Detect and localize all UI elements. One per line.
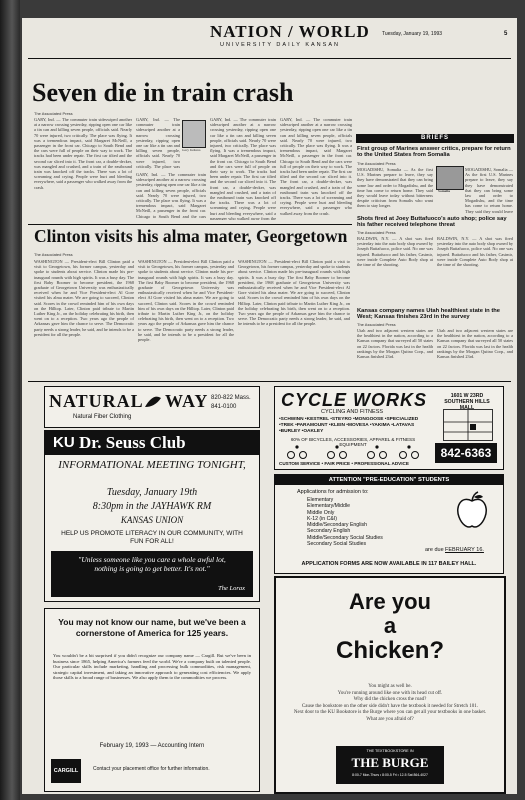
cycle-works-name: CYCLE WORKS	[281, 390, 427, 410]
cargill-contact: Contact your placement office for further information.	[93, 766, 210, 772]
page-number: 5	[504, 31, 508, 37]
masthead	[22, 18, 517, 76]
brief-3-byline: The Associated Press	[357, 322, 396, 327]
train-body-col2: GARY, Ind. — The commuter train sideswiped another at a narrow crossing yesterday, ripping open one car like a tin can and killing seven people, officials said. Nearly 70 were injured, two critically. The place was	[136, 117, 180, 169]
cycle-works-phone: 842-6363	[435, 443, 497, 463]
map-caption: Gary Indiana	[182, 148, 201, 152]
seuss-club-ad	[44, 430, 260, 602]
cycle-works-accessories: 60% OF BICYCLES, ACCESSORIES, APPAREL & FITNESS EQUIPMENT	[290, 437, 416, 447]
seuss-title-bar	[45, 431, 259, 455]
burge-chicken-ad	[274, 576, 506, 794]
story-divider	[28, 224, 352, 225]
pre-ed-item: K-12 (in C&I)	[307, 515, 337, 522]
paper-name: UNIVERSITY DAILY KANSAN	[220, 42, 340, 48]
clinton-body-col1: WASHINGTON — President-elect Bill Clinton paid a visit to Georgetown, his former campus, yesterday and spoke to students about service. Clinton made his pre-inaugural rounds with high spirits. It was a busy day. The first Baby Boomer to become president, the 1968 graduate of Georgetown University was enthusiastically received when he and Vice President-elect Al Gore visited his alma mater. We are going to succeed, Clinton said. Scores in the crowd reminded him of his own days on the Hilltop. Later, Clinton paid tribute to Martin Luther King Jr., on the holiday celebrating his birth, then went on to a reception. Two years ago the people of Arkansas gave him the chance to serve. The Democratic party needs a strong leader, he said, and he intends to be a president for all the people.	[34, 259, 134, 337]
apple-icon	[453, 491, 491, 531]
cycle-works-services: CUSTOM SERVICE • FAIR PRICE • PROFESSIONAL ADVICE	[279, 461, 409, 466]
cargill-body: You wouldn't be a bit surprised if you didn't recognize our company name — Cargill. But we've been in business since 1865, helping America's farmers feed the world. We're a company built on talented people. Our particular skills include marketing, handling and processing bulk commodities, risk management, strategic capital investment, and taking an innovative approach to generating cost efficiencies. We apply those skills to a broad range of businesses. We also apply them to the commodities we process.	[53, 653, 251, 681]
pre-ed-item: Elementary	[307, 497, 334, 503]
seuss-meeting: INFORMATIONAL MEETING TONIGHT,	[58, 459, 246, 471]
chicken-line3: Chicken?	[335, 637, 445, 664]
pre-ed-due-label: are due	[425, 547, 444, 553]
newspaper-page	[22, 18, 517, 794]
pre-ed-item: Middle Only	[307, 509, 335, 516]
brief-2-body-col1: BALDWIN, N.Y. — A shot was fired yesterday into the auto body shop owned by Joseph Buttafuoco, police said. No one was injured. Buttafuoco and his father, Casimir, were inside Complete Auto Body shop at the time of the shooting.	[357, 236, 433, 268]
cargill-ad	[44, 608, 260, 792]
burge-name: THE BURGE	[351, 755, 429, 770]
pre-ed-due-date: FEBRUARY 16.	[445, 547, 484, 553]
seuss-quote: "Unless someone like you care a whole awful lot, nothing is going to get better. It's not."	[78, 555, 226, 573]
clinton-headline: Clinton visits his alma mater, Georgetown	[34, 226, 348, 246]
natural-way-tagline: Natural Fiber Clothing	[73, 414, 132, 420]
pre-education-ad	[274, 474, 504, 574]
brief-1-body: MOGADISHU, Somalia — As the first U.S. Marines prepare to leave, they say they have demonstrated that they can bring some law and order to Mogadishu, and the time has come to return home. They said they would leave today without bitterness despite criticism from Somalis who want them to stay longer.	[357, 167, 433, 209]
cycle-works-address: 1601 W 23RD SOUTHERN HILLS MALL	[444, 393, 490, 412]
natural-way-ad	[44, 386, 260, 428]
clinton-byline: The Associated Press	[34, 252, 73, 257]
somalia-map-label: Somalia	[438, 189, 451, 193]
brief-1-headline: First group of Marines answer critics, prepare for return to the United States from Somalia	[357, 146, 511, 159]
train-byline: The Associated Press	[34, 111, 73, 116]
briefs-header: BRIEFS	[356, 134, 514, 143]
burge-small: THE TEXTBOOKSTORE IN	[366, 749, 414, 753]
natural-way-name-right: WAY	[165, 391, 209, 411]
section-title: NATION / WORLD	[210, 22, 370, 41]
chicken-body-6: What are you afraid of?	[366, 716, 414, 722]
clinton-body-col2: WASHINGTON — President-elect Bill Clinton paid a visit to Georgetown, his former campus, yesterday and spoke to students about service. Clinton made his pre-inaugural rounds with high spirits. It was a busy day. The first Baby Boomer to become president, the 1968 graduate of Georgetown University was enthusiastically received when he and Vice President-elect Al Gore visited his alma mater. We are going to succeed, Clinton said. Scores in the crowd reminded him of his own days on the Hilltop. Later, Clinton paid tribute to Martin Luther King Jr., on the holiday celebrating his birth, then went on to a reception. Two years ago the people of Arkansas gave him the chance to serve. The Democratic party needs a strong leader, he said, and he intends to be a president for all the people.	[138, 259, 234, 343]
cycle-works-brands: •SCHWINN •KESTREL •STEYRO •MONGOOSE •SPECIALIZED •TREK •PARAMOUNT •KLEIN •MOVESA •YAKIMA •LATAVAS •BURLEY •OAKLEY	[279, 417, 419, 434]
pre-ed-item: Secondary English	[307, 528, 351, 535]
chicken-body-1: You might as well be.	[368, 684, 412, 689]
natural-way-phone: 841-0100	[211, 404, 237, 410]
cargill-event: February 19, 1993 — Accounting Intern	[99, 743, 205, 749]
brief-1-body-col2: MOGADISHU, Somalia — As the first U.S. Marines prepare to leave, they say they have demonstrated that they can bring some law and order to Mogadishu, and the time has come to return home. They said they would leave	[465, 167, 513, 214]
seuss-time-place: 8:30pm in the JAYHAWK RM	[92, 501, 212, 512]
cargill-logo: CARGILL	[51, 759, 81, 783]
pre-ed-list	[307, 497, 383, 547]
chicken-body	[286, 684, 494, 723]
ads-divider	[28, 381, 511, 382]
seuss-quote-source: The Lorax	[218, 585, 245, 592]
pre-ed-item: Elementary/Middle	[307, 503, 350, 510]
brief-2-byline: The Associated Press	[357, 230, 396, 235]
natural-way-name-left: NATURAL	[49, 391, 144, 411]
clinton-body-col3: WASHINGTON — President-elect Bill Clinton paid a visit to Georgetown, his former campus, yesterday and spoke to students about service. Clinton made his pre-inaugural rounds with high spirits. It was a busy day. The first Baby Boomer to become president, the 1968 graduate of Georgetown University was enthusiastically received when he and Vice President-elect Al Gore visited his alma mater. We are going to succeed, Clinton said. Scores in the crowd reminded him of his own days on the Hilltop. Later, Clinton paid tribute to Martin Luther King Jr., on the holiday celebrating his birth, then went on to a reception. Two years ago the people of Arkansas gave him the chance to serve. The Democratic party needs a strong leader, he said, and he intends to be a president for all the people.	[238, 259, 350, 327]
gary-locator-map	[182, 120, 206, 148]
cargill-headline: You may not know our name, but we've been a cornerstone of America for 125 years.	[58, 617, 246, 638]
seuss-title-main: Dr. Seuss Club	[79, 433, 186, 452]
pre-ed-footer: APPLICATION FORMS ARE NOW AVAILABLE IN 117 BAILEY HALL.	[301, 561, 477, 567]
seuss-title-prefix: KU	[53, 434, 75, 451]
microfilm-binder-edge	[0, 0, 20, 800]
brief-3-headline: Kansas company names Utah healthiest state in the West; Kansas finishes 23rd in the survey	[357, 308, 501, 321]
brief-3-body-col1: Utah and two adjacent western states are the healthiest in the nation, according to a Kansas company that surveyed all 50 states on 22 factors. Florida was last in the health rankings by the Morgan Quitno Corp., and Kansas finished 23rd.	[357, 328, 433, 360]
brief-2-headline: Shots fired at Joey Buttafuoco's auto shop; police say his father received telephone threat	[357, 216, 507, 229]
chicken-body-5: Next door to the KU Bookstore is the Burge where you can get all your textbooks in one basket.	[293, 710, 487, 715]
masthead-rule	[28, 58, 511, 59]
pre-ed-title: ATTENTION "PRE-EDUCATION" STUDENTS	[275, 475, 503, 485]
brief-2-body-col2: BALDWIN, N.Y. — A shot was fired yesterday into the auto body shop owned by Joseph Buttafuoco, police said. No one was injured. Buttafuoco and his father, Casimir, were inside Complete Auto Body shop at the time of the shooting.	[437, 236, 513, 268]
train-body-col3: GARY, Ind. — The commuter train sideswiped another at a narrow crossing yesterday, ripping open one car like a tin can and killing seven people, officials said. Nearly 70 were injured, two critically. The place was flying. It was a tremendous impact, said Margaret McNeill, a passenger in the front car. Chicago to South Bend and the cars	[136, 172, 206, 219]
natural-way-address: 820-822 Mass.	[211, 395, 251, 401]
brief-3-body-col2: Utah and two adjacent western states are the healthiest in the nation, according to a Kansas company that surveyed all 50 states on 22 factors. Florida was last in the health rankings by the Morgan Quitno Corp., and Kansas finished 23rd.	[437, 328, 513, 360]
train-body-col5: GARY, Ind. — The commuter train sideswiped another at a narrow crossing yesterday, ripping open one car like a tin can and killing seven people, officials said. Nearly 70 were injured, two critically. The place was flying. It was a tremendous impact, said Margaret McNeill, a passenger in the front car. Chicago to South Bend and the cars were full of people on their way to work. The tracks had been under repair. The first car tilted and the second car sliced into it. The front car, a double-decker, was mangled and crushed, and a train of the eastbound train was knocked off the tracks. There was a lot of screaming and crying. People were hurt and bleeding everywhere, said a passenger who walked away from the crash.	[280, 117, 352, 216]
chicken-line2: a	[383, 613, 397, 638]
chicken-body-3: Why did the chicken cross the road?	[353, 697, 427, 702]
somalia-map	[436, 166, 464, 190]
cycle-works-ad	[274, 386, 504, 470]
pre-ed-item: Secondary Social Studies	[307, 541, 367, 548]
train-headline: Seven die in train crash	[32, 78, 294, 107]
cyclists-illustration	[281, 445, 425, 459]
chicken-body-2: You're running around like one with its head cut off.	[337, 690, 443, 696]
burge-logo-box	[336, 746, 444, 784]
train-body-col4: GARY, Ind. — The commuter train sideswiped another at a narrow crossing yesterday, ripping open one car like a tin can and killing seven people, officials said. Nearly 70 were injured, two critically. The place was flying. It was a tremendous impact, said Margaret McNeill, a passenger in the front car. Chicago to South Bend and the cars were full of people on their way to work. The tracks had been under repair. The first car tilted and the second car sliced into it. The front car, a double-decker, was mangled and crushed, and a train of the eastbound train was knocked off the tracks. There was a lot of screaming and crying. People were hurt and bleeding everywhere, said a passenger who walked away from the	[210, 117, 276, 220]
seuss-mission: HELP US PROMOTE LITERACY IN OUR COMMUNITY, WITH FUN FOR ALL!	[61, 530, 243, 545]
pre-ed-item: Middle/Secondary English	[307, 522, 367, 529]
seuss-union: KANSAS UNION	[120, 515, 184, 525]
pre-ed-intro: Applications for admission to:	[297, 489, 369, 495]
leaf-icon	[143, 395, 163, 409]
chicken-line1: Are you	[349, 589, 431, 614]
seuss-date: Tuesday, January 19th	[106, 487, 198, 498]
chicken-body-4: Cause the bookstore on the other side didn't have the textbook it needed for Stretch 101.	[301, 703, 479, 709]
brief-1-byline: The Associated Press	[357, 161, 396, 166]
cycle-works-tag: CYCLING AND FITNESS	[321, 409, 384, 415]
burge-hours: 8:00-7 Mon-Thurs • 8:00-5 Fri • 12-5 Sat 864-4027	[352, 773, 428, 777]
train-body-col1: GARY, Ind. — The commuter train sideswiped another at a narrow crossing yesterday, ripping open one car like a tin can and killing seven people, officials said. Nearly 70 were injured, two critically. The place was flying. It was a tremendous impact, said Margaret McNeill, a passenger in the front car. Chicago to South Bend and the cars were full of people on their way to work. The tracks had been under repair. The first car tilted and the second car sliced into it. The front car, a double-decker, was mangled and crushed, and a train of the eastbound train was knocked off the tracks. There was a lot of screaming and crying. People were hurt and bleeding everywhere, said a passenger who walked away from the crash.	[34, 117, 132, 190]
issue-date: Tuesday, January 19, 1993	[382, 31, 443, 37]
store-location-map	[443, 409, 493, 441]
pre-ed-item: Middle/Secondary Social Studies	[307, 534, 383, 541]
seuss-quote-box	[51, 551, 253, 597]
